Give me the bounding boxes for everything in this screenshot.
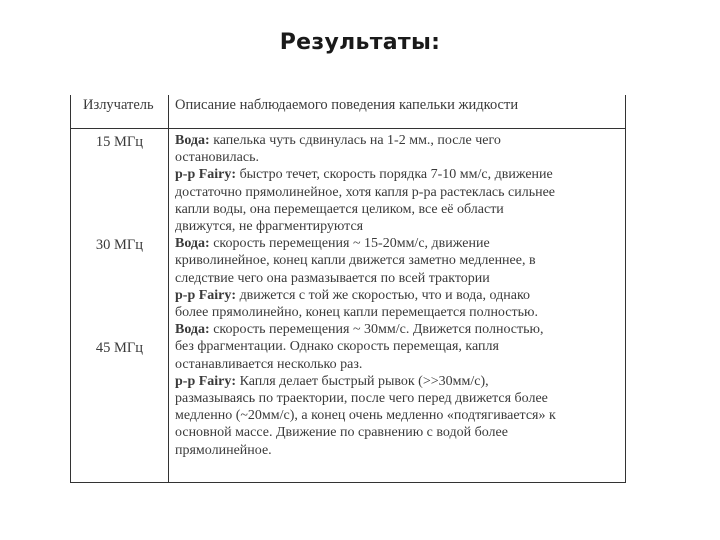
desc-line: криволинейное, конец капли движется заметно медленнее, в xyxy=(175,253,536,269)
desc-line: достаточно прямолинейное, хотя капля р-ра растеклась сильнее xyxy=(175,184,556,200)
desc-line: остановилась. xyxy=(175,150,259,166)
desc-line: следствие чего она размазывается по всей трактории xyxy=(175,270,490,286)
desc-line: р-р Fairy: движется с той же скоростью, что и вода, однако xyxy=(175,287,531,303)
desc-line: прямолинейное. xyxy=(175,442,272,458)
desc-line: без фрагментации. Однако скорость перемещая, капля xyxy=(175,339,499,355)
desc-line: Вода: капелька чуть сдвинулась на 1-2 мм., после чего xyxy=(175,133,501,148)
desc-line: капли воды, она перемещается целиком, все её области xyxy=(175,201,504,217)
description-cell xyxy=(175,132,621,459)
emitter-15mhz: 15 МГц xyxy=(95,134,144,150)
header-description: Описание наблюдаемого поведения капельки жидкости xyxy=(175,97,519,113)
desc-line: медленно (~20мм/с), а конец очень медленно «подтягивается» к xyxy=(175,408,556,424)
desc-line: более прямолинейно, конец капли перемещается полностью. xyxy=(175,305,538,321)
desc-line: основной массе. Движение по сравнению с водой более xyxy=(175,425,508,441)
desc-line: движутся, не фрагментируются xyxy=(175,219,364,235)
column-divider xyxy=(168,95,169,482)
desc-line: Вода: скорость перемещения ~ 15-20мм/с, движение xyxy=(175,236,490,252)
table-header-row xyxy=(71,95,625,129)
desc-line: р-р Fairy: Капля делает быстрый рывок (>>30мм/с), xyxy=(175,373,489,389)
emitter-30mhz: 30 МГц xyxy=(95,237,144,253)
results-table xyxy=(70,95,626,483)
slide-title: Результаты: xyxy=(279,30,441,55)
desc-line: р-р Fairy: быстро течет, скорость порядка 7-10 мм/с, движение xyxy=(175,167,553,183)
desc-line: Вода: скорость перемещения ~ 30мм/с. Движется полностью, xyxy=(175,322,544,338)
desc-line: размазываясь по траектории, после чего перед движется более xyxy=(175,391,548,407)
header-emitter: Излучатель xyxy=(83,97,154,113)
emitter-45mhz: 45 МГц xyxy=(95,340,144,356)
desc-line: останавливается несколько раз. xyxy=(175,356,363,372)
